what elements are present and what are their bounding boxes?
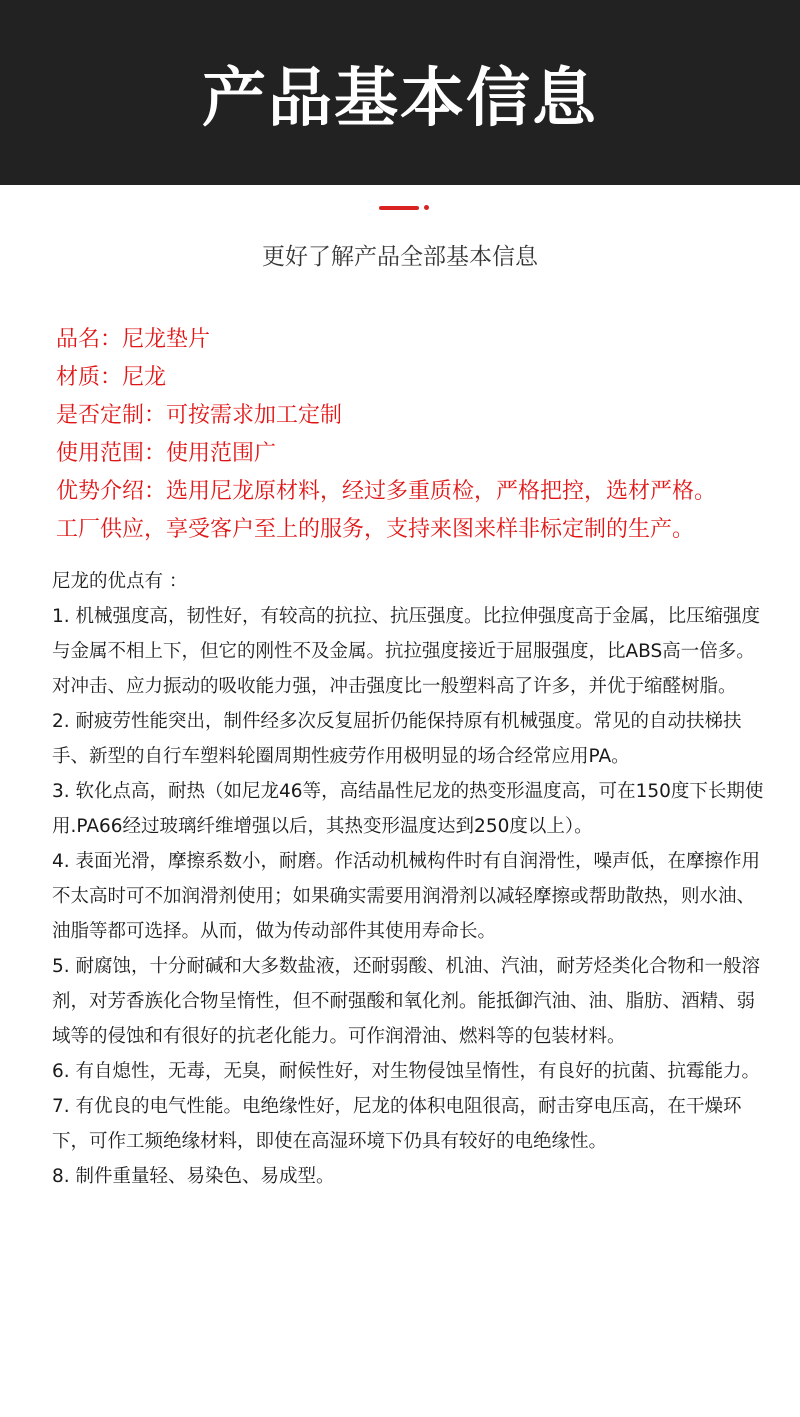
advantages-intro: 尼龙的优点有 ：	[52, 571, 188, 592]
divider-bar	[379, 206, 419, 210]
title-divider	[0, 203, 800, 215]
spec-customization: 是否定制：可按需求加工定制	[56, 403, 343, 428]
page-title: 产品基本信息	[202, 61, 598, 136]
advantage-point-3: 3. 软化点高，耐热（如尼龙46等，高结晶性尼龙的热变形温度高，可在150度下长期使用.PA66经过玻璃纤维增强以后，其热变形温度达到250度以上）。	[52, 781, 764, 837]
advantage-point-1: 1. 机械强度高，韧性好，有较高的抗拉、抗压强度。比拉伸强度高于金属，比压缩强度与金属不相上下，但它的刚性不及金属。抗拉强度接近于屈服强度，比ABS高一倍多。对冲击、应力振动的吸收能力强，冲击强度比一般塑料高了许多，并优于缩醛树脂。	[52, 606, 761, 697]
header-banner	[0, 0, 800, 185]
advantage-point-8: 8. 制件重量轻、易染色、易成型。	[52, 1166, 335, 1187]
nylon-advantages	[0, 564, 800, 1194]
advantage-point-7: 7. 有优良的电气性能。电绝缘性好，尼龙的体积电阻很高，耐击穿电压高，在干燥环下，可作工频绝缘材料，即使在高湿环境下仍具有较好的电绝缘性。	[52, 1096, 742, 1152]
advantage-point-2: 2. 耐疲劳性能突出，制件经多次反复屈折仍能保持原有机械强度。常见的自动扶梯扶手、新型的自行车塑料轮圈周期性疲劳作用极明显的场合经常应用PA。	[52, 711, 742, 767]
spec-factory-supply: 工厂供应，享受客户至上的服务，支持来图来样非标定制的生产。	[56, 517, 695, 542]
advantage-point-4: 4. 表面光滑，摩擦系数小，耐磨。作活动机械构件时有自润滑性，噪声低，在摩擦作用不太高时可不加润滑剂使用；如果确实需要用润滑剂以减轻摩擦或帮助散热，则水油、油脂等都可选择。从而，做为传动部件其使用寿命长。	[52, 851, 761, 942]
spec-material: 材质：尼龙	[56, 365, 167, 390]
page-subtitle: 更好了解产品全部基本信息	[262, 244, 538, 270]
product-specs	[0, 321, 800, 549]
advantage-point-6: 6. 有自熄性，无毒，无臭，耐候性好，对生物侵蚀呈惰性，有良好的抗菌、抗霉能力。	[52, 1061, 761, 1082]
spec-product-name: 品名：尼龙垫片	[56, 327, 211, 352]
spec-advantages: 优势介绍：选用尼龙原材料，经过多重质检，严格把控，选材严格。	[56, 479, 717, 504]
advantage-point-5: 5. 耐腐蚀，十分耐碱和大多数盐液，还耐弱酸、机油、汽油，耐芳烃类化合物和一般溶剂，对芳香族化合物呈惰性，但不耐强酸和氧化剂。能抵御汽油、油、脂肪、酒精、弱域等的侵蚀和有很好的抗老化能力。可作润滑油、燃料等的包装材料。	[52, 956, 761, 1047]
divider-dot	[424, 205, 429, 210]
spec-usage-range: 使用范围：使用范围广	[56, 441, 277, 466]
